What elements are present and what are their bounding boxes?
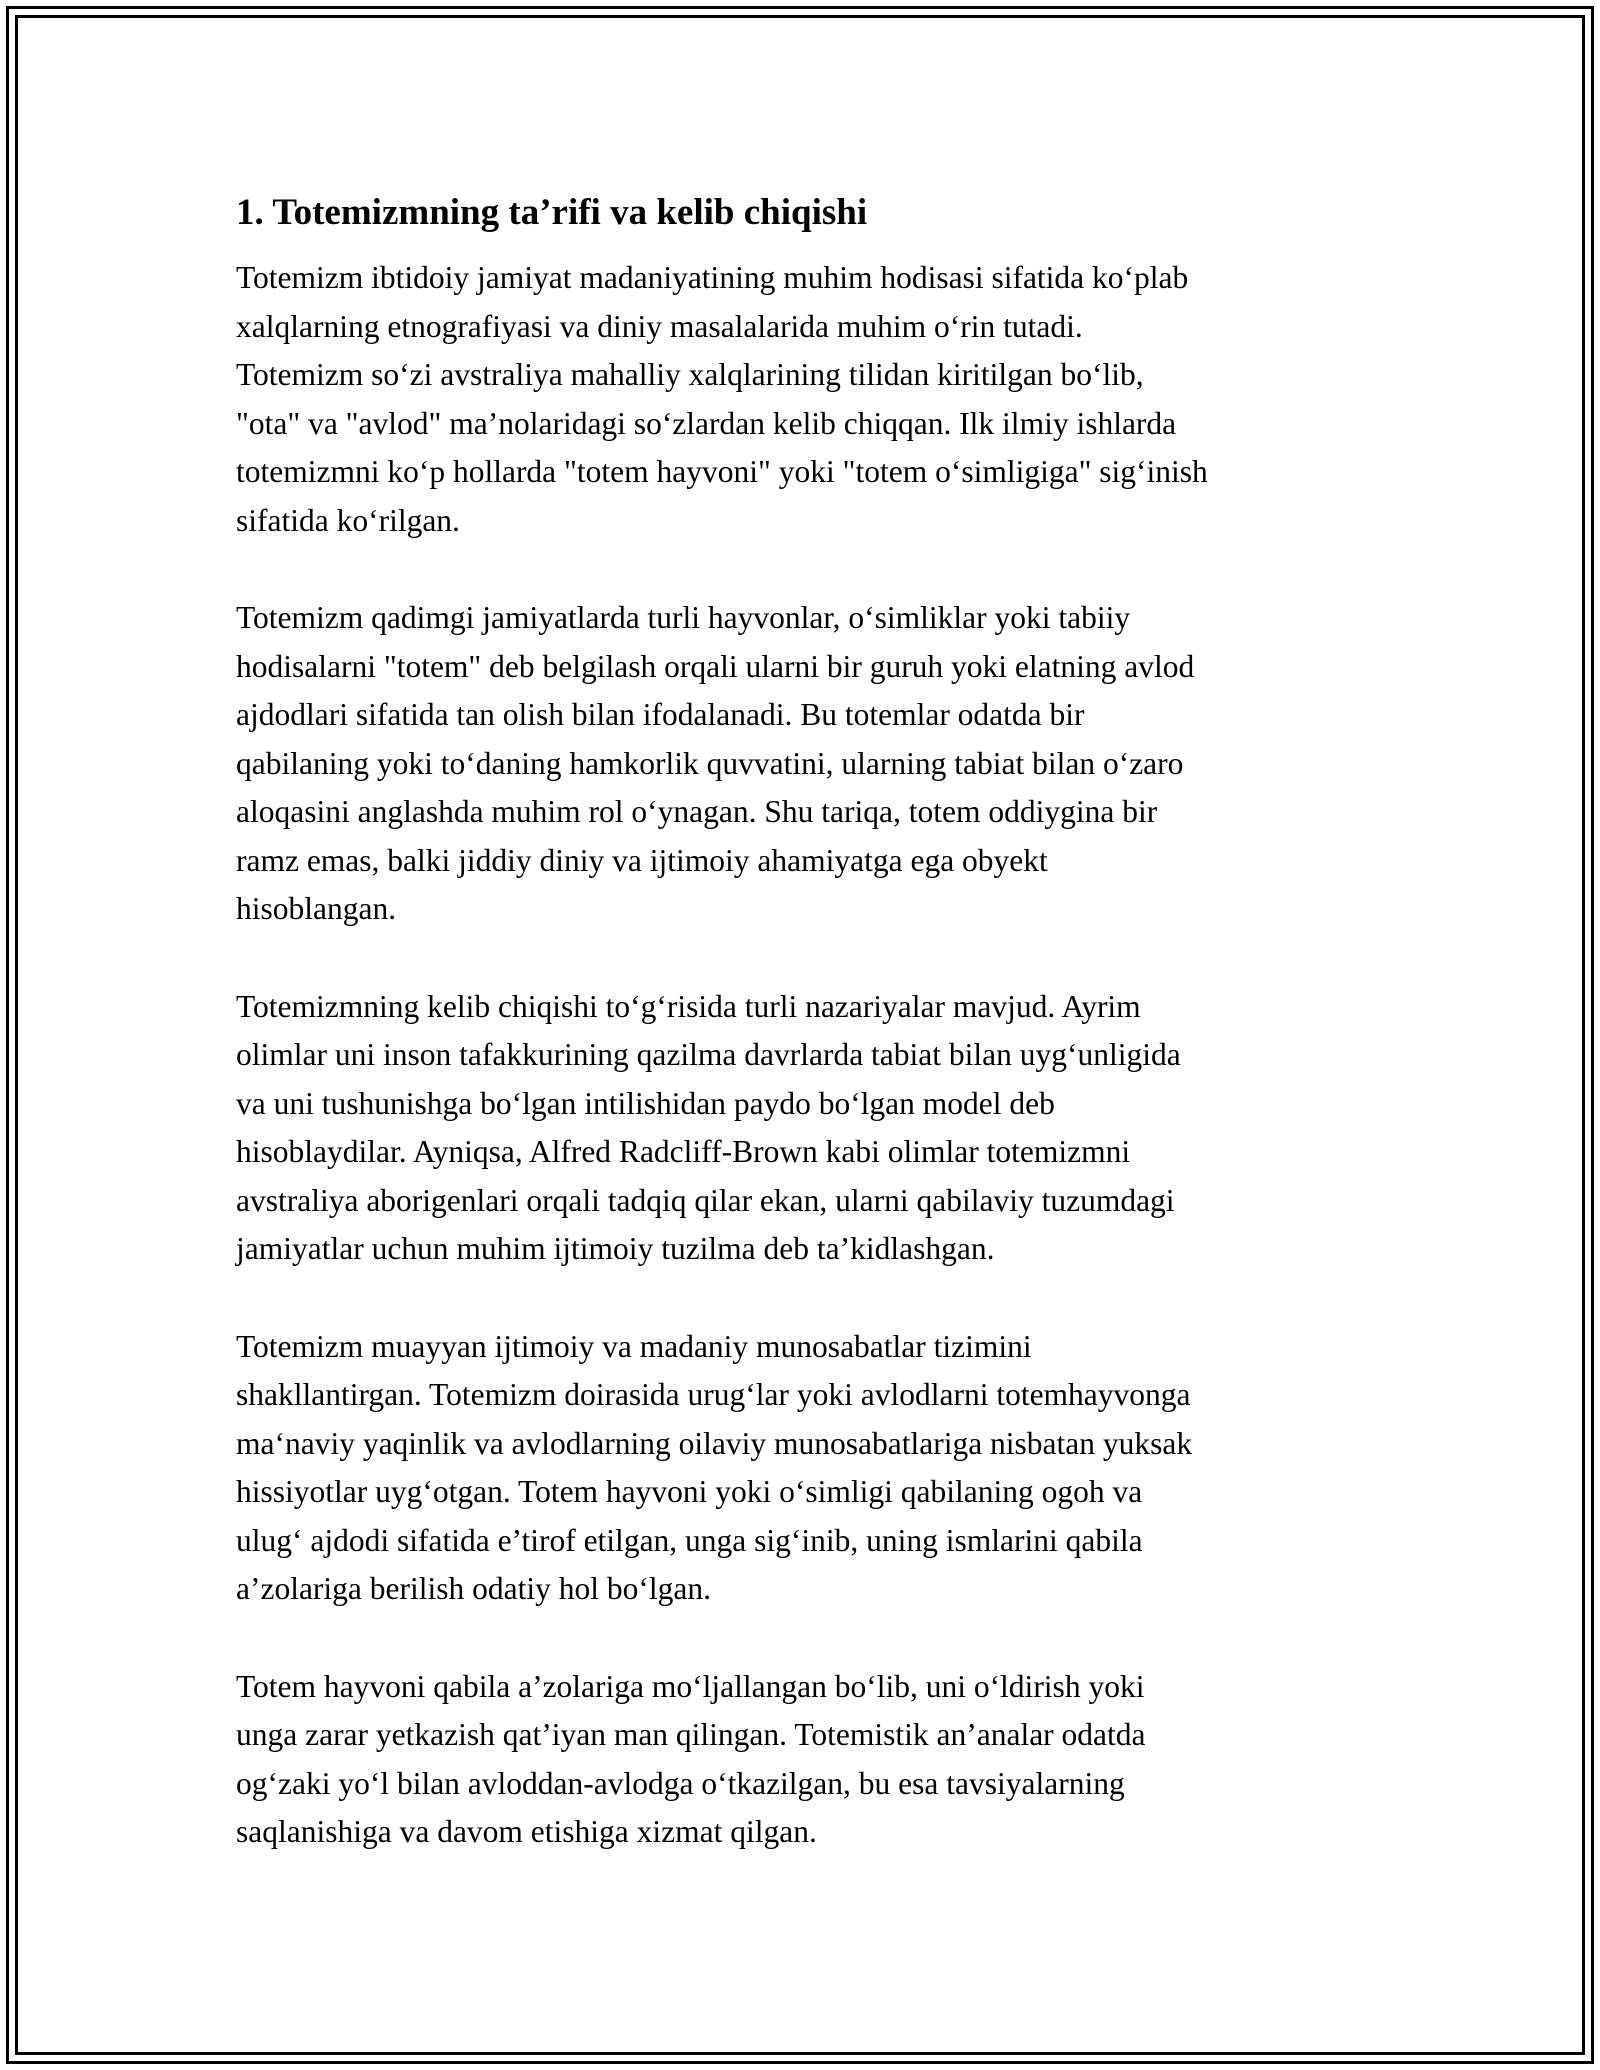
paragraph-5 xyxy=(236,1663,1386,1857)
paragraph-1 xyxy=(236,254,1386,545)
text-line: sifatida ko‘rilgan. xyxy=(236,502,460,538)
text-line: Totemizm ibtidoiy jamiyat madaniyatining muhim hodisasi sifatida ko‘plab xyxy=(236,260,1189,295)
document-body xyxy=(236,185,1386,1906)
text-line: hodisalarni "totem" deb belgilash orqali ularni bir guruh yoki elatning avlod xyxy=(236,648,1195,684)
text-line: va uni tushunishga bo‘lgan intilishidan paydo bo‘lgan model deb xyxy=(236,1085,1055,1121)
section-heading: 1. Totemizmning ta’rifi va kelib chiqishi xyxy=(236,192,868,233)
text-line: a’zolariga berilish odatiy hol bo‘lgan. xyxy=(236,1571,711,1606)
text-line: hissiyotlar uyg‘otgan. Totem hayvoni yoki o‘simligi qabilaning ogoh va xyxy=(236,1474,1143,1509)
text-line: shakllantirgan. Totemizm doirasida urug‘lar yoki avlodlarni totemhayvonga xyxy=(236,1377,1191,1412)
text-line: hisoblaydilar. Ayniqsa, Alfred Radcliff-Brown kabi olimlar totemizmni xyxy=(236,1134,1131,1169)
text-line: "ota" va "avlod" ma’nolaridagi so‘zlardan kelib chiqqan. Ilk ilmiy ishlarda xyxy=(236,405,1177,441)
text-line: xalqlarning etnografiyasi va diniy masalalarida muhim o‘rin tutadi. xyxy=(236,308,1083,344)
text-line: Totemizm muayyan ijtimoiy va madaniy munosabatlar tizimini xyxy=(236,1328,1032,1364)
text-line: Totemizm qadimgi jamiyatlarda turli hayvonlar, o‘simliklar yoki tabiiy xyxy=(236,600,1131,635)
text-line: ajdodlari sifatida tan olish bilan ifodalanadi. Bu totemlar odatda bir xyxy=(236,697,1085,732)
text-line: og‘zaki yo‘l bilan avloddan-avlodga o‘tkazilgan, bu esa tavsiyalarning xyxy=(236,1765,1125,1801)
text-line: ulug‘ ajdodi sifatida e’tirof etilgan, unga sig‘inib, uning ismlarini qabila xyxy=(236,1522,1143,1558)
text-line: hisoblangan. xyxy=(236,891,397,926)
text-line: unga zarar yetkazish qat’iyan man qilingan. Totemistik an’analar odatda xyxy=(236,1717,1146,1752)
text-line: qabilaning yoki to‘daning hamkorlik quvvatini, ularning tabiat bilan o‘zaro xyxy=(236,745,1184,781)
text-line: aloqasini anglashda muhim rol o‘ynagan. Shu tariqa, totem oddiygina bir xyxy=(236,794,1158,829)
text-line: Totemizmning kelib chiqishi to‘g‘risida turli nazariyalar mavjud. Ayrim xyxy=(236,988,1141,1024)
paragraph-2 xyxy=(236,594,1386,934)
text-line: ramz emas, balki jiddiy diniy va ijtimoiy ahamiyatga ega obyekt xyxy=(236,842,1048,878)
text-line: jamiyatlar uchun muhim ijtimoiy tuzilma deb ta’kidlashgan. xyxy=(236,1231,995,1266)
text-line: ma‘naviy yaqinlik va avlodlarning oilaviy munosabatlariga nisbatan yuksak xyxy=(236,1425,1193,1461)
text-line: saqlanishiga va davom etishiga xizmat qilgan. xyxy=(236,1814,817,1849)
text-line: totemizmni ko‘p hollarda "totem hayvoni" yoki "totem o‘simligiga" sig‘inish xyxy=(236,454,1208,489)
paragraph-3 xyxy=(236,983,1386,1274)
text-line: Totemizm so‘zi avstraliya mahalliy xalqlarining tilidan kiritilgan bo‘lib, xyxy=(236,357,1144,392)
text-line: avstraliya aborigenlari orqali tadqiq qilar ekan, ularni qabilaviy tuzumdagi xyxy=(236,1182,1175,1218)
text-line: olimlar uni inson tafakkurining qazilma davrlarda tabiat bilan uyg‘unligida xyxy=(236,1037,1181,1072)
paragraph-4 xyxy=(236,1323,1386,1614)
text-line: Totem hayvoni qabila a’zolariga mo‘ljallangan bo‘lib, uni o‘ldirish yoki xyxy=(236,1668,1145,1704)
